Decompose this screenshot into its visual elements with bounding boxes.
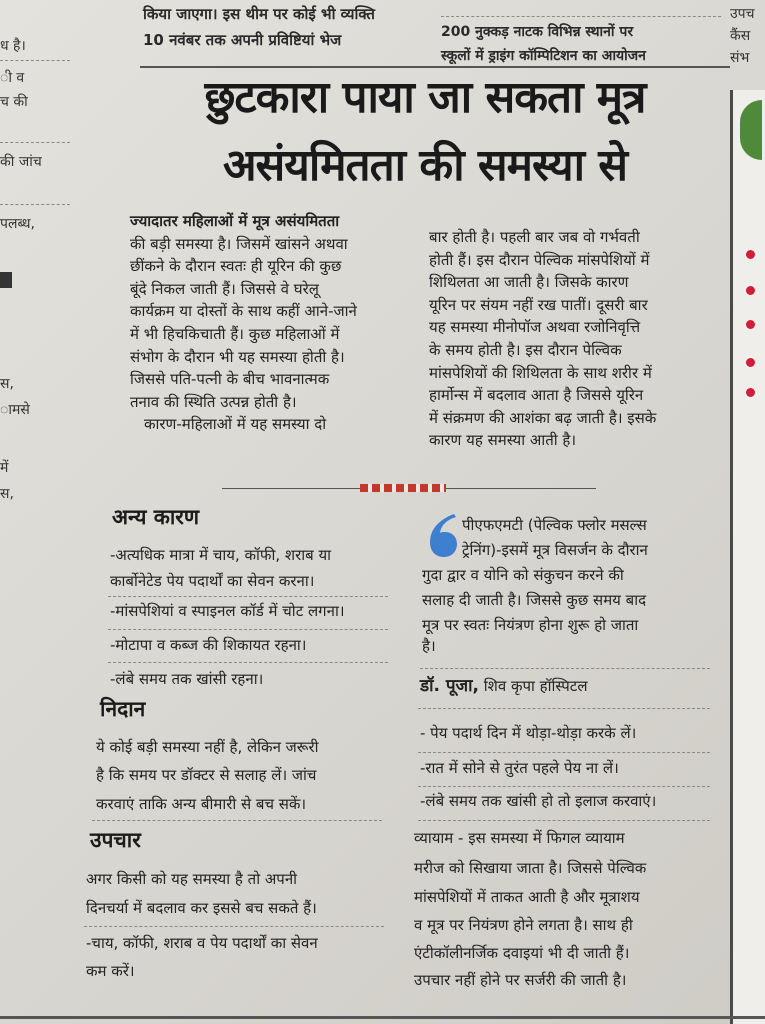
other-causes-line: -मोटापा व कब्ज की शिकायत रहना। [110,636,307,654]
diagnosis-line: ये कोई बड़ी समस्या नहीं है, लेकिन जरूरी [96,738,319,756]
other-causes-line: -अत्यधिक मात्रा में चाय, कॉफी, शराब या [110,546,332,564]
pfmt-line: सलाह दी जाती है। जिससे कुछ समय बाद [422,591,647,609]
other-causes-heading: अन्य कारण [112,505,200,529]
intro-right-line: मांसपेशियों की शिथिलता के साथ शरीर में [429,363,652,382]
top-dashed-rule [441,16,721,17]
left-edge-rule [0,60,70,61]
quote-mark-icon [424,512,460,558]
item-divider [418,708,710,709]
separator-red-marks [360,484,446,492]
exercise-line: उपचार नहीं होने पर सर्जरी की जाती है। [414,971,627,989]
intro-left-line: बूंदे निकल जाती हैं। जिससे वे घरेलू [130,279,319,298]
bullet-dot-icon [746,320,755,329]
bullet-dot-icon [746,358,755,367]
item-divider [92,820,382,821]
left-edge-text: स, [0,376,14,392]
pfmt-line: ट्रेनिंग)-इसमें मूत्र विसर्जन के दौरान [462,541,648,559]
intro-left-line: संभोग के दौरान भी यह समस्या होती है। [130,347,345,366]
item-divider [84,926,384,927]
top-left-line-2: 10 नवंबर तक अपनी प्रविष्टियां भेज [143,31,342,49]
item-divider [418,786,710,787]
bullet-dot-icon [746,286,755,295]
treatment-line: कम करें। [86,962,135,980]
doctor-hospital: शिव कृपा हॉस्पिटल [483,677,588,695]
pfmt-line: पीएफएमटी (पेल्विक फ्लोर मसल्स [462,516,647,534]
diagnosis-line: करवाएं ताकि अन्य बीमारी से बच सकें। [96,795,307,813]
top-right-line-1: 200 नुक्कड़ नाटक विभिन्न स्थानों पर [441,24,634,40]
left-edge-block [0,272,12,288]
item-divider [108,629,388,630]
diagnosis-heading: निदान [100,697,146,721]
left-edge-text: च की [0,94,28,110]
intro-left-line: की बड़ी समस्या है। जिसमें खांसने अथवा [130,234,348,253]
doctor-name: डॉ. पूजा, [420,676,480,696]
pfmt-line: मूत्र पर स्वतः नियंत्रण होना शुरू हो जाता [422,616,639,634]
left-edge-text: में [0,460,9,476]
doctor-credit [420,675,588,697]
pfmt-line: गुदा द्वार व योनि को संकुचन करने की [422,566,624,584]
right-edge-text: कैंस [730,28,751,44]
other-causes-line: -लंबे समय तक खांसी रहना। [110,670,264,688]
headline-line-1: छुटकारा पाया जा सकता मूत्र [204,72,646,123]
intro-right-line: कारण यह समस्या आती है। [429,431,577,450]
intro-right-line: बार होती है। पहली बार जब वो गर्भवती [429,228,640,246]
bullet-dot-icon [746,250,755,259]
left-edge-text: पलब्ध, [0,216,35,232]
intro-column-left [130,210,420,436]
logo-fragment-icon [740,100,762,160]
intro-right-line: में संक्रमण की आशंका बढ़ जाती है। इसके [429,408,657,427]
exercise-line: एंटीकॉलीनर्जिक दवाइयां भी दी जाती हैं। [414,944,630,962]
intro-column-right [429,226,719,452]
treatment-line: अगर किसी को यह समस्या है तो अपनी [86,870,298,888]
intro-right-line: होती हैं। इस दौरान पेल्विक मांसपेशियों में [429,250,650,269]
right-edge-text: संभ [730,50,750,66]
left-edge-text: ामसे [0,402,30,418]
section-separator [222,488,360,489]
exercise-line: व मूत्र पर नियंत्रण होने लगता है। साथ ही [414,916,633,934]
item-divider [418,752,710,753]
tip-line: -लंबे समय तक खांसी हो तो इलाज करवाएं। [420,792,657,810]
top-left-line-1: किया जाएगा। इस थीम पर कोई भी व्यक्ति [143,5,375,23]
intro-right-line: यह समस्या मीनोपॉज अथवा रजोनिवृत्ति [429,318,641,337]
right-edge-text: उपच [730,6,755,22]
headline-line-2: असंयमितता की समस्या से [222,140,628,191]
left-edge-text: की जांच [0,154,42,170]
item-divider [108,662,388,663]
left-edge-text: ध है। [0,38,26,54]
intro-left-line: में भी हिचकिचाती हैं। कुछ महिलाओं में [130,324,340,343]
exercise-line: मरीज को सिखाया जाता है। जिससे पेल्विक [414,859,647,877]
intro-left-line: छींकने के दौरान स्वतः ही यूरिन की कुछ [130,257,342,276]
tip-line: - पेय पदार्थ दिन में थोड़ा-थोड़ा करके लें। [420,724,637,742]
diagnosis-line: है कि समय पर डॉक्टर से सलाह लें। जांच [96,766,317,784]
left-edge-text: ी व [0,70,25,86]
other-causes-line: -मांसपेशियां व स्पाइनल कॉर्ड में चोट लगना। [110,602,345,620]
top-right-line-2: स्कूलों में ड्राइंग कॉम्पिटिशन का आयोजन [441,48,646,64]
intro-right-line: यूरिन पर संयम नहीं रख पातीं। दूसरी बार [429,295,648,314]
tip-line: -रात में सोने से तुरंत पहले पेय ना लें। [420,759,619,777]
intro-right-line: हार्मोन्स में बदलाव आता है जिससे यूरिन [429,386,644,405]
adjacent-column-strip [730,90,765,1024]
exercise-line: व्यायाम - इस समस्या में फिगल व्यायाम [414,829,625,847]
section-separator [446,488,596,489]
item-divider [418,820,710,821]
intro-right-line: शिथिलता आ जाती है। जिसके कारण [429,273,629,292]
intro-left-line: कारण-महिलाओं में यह समस्या दो [144,415,327,434]
intro-right-line: के समय होती है। इस दौरान पेल्विक [429,340,622,359]
bottom-border [0,1016,765,1019]
item-divider [420,668,710,669]
intro-left-line: कार्यक्रम या दोस्तों के साथ कहीं आने-जाने [130,302,357,321]
treatment-line: दिनचर्या में बदलाव कर इससे बच सकते हैं। [86,899,317,917]
pfmt-line: है। [422,637,436,655]
exercise-line: मांसपेशियों में ताकत आती है और मूत्राशय [414,888,640,906]
left-edge-text: स, [0,486,14,502]
left-edge-rule [0,142,70,143]
item-divider [108,596,388,597]
intro-left-line: ज्यादातर महिलाओं में मूत्र असंयमितता [130,212,340,230]
intro-left-line: तनाव की स्थिति उत्पन्न होती है। [130,392,297,411]
treatment-line: -चाय, कॉफी, शराब व पेय पदार्थों का सेवन [86,934,318,952]
intro-left-line: जिससे पति-पत्नी के बीच भावनात्मक [130,370,330,389]
bullet-dot-icon [746,388,755,397]
treatment-heading: उपचार [90,828,141,852]
left-edge-rule [0,204,70,205]
other-causes-line: कार्बोनेटेड पेय पदार्थों का सेवन करना। [110,572,315,590]
